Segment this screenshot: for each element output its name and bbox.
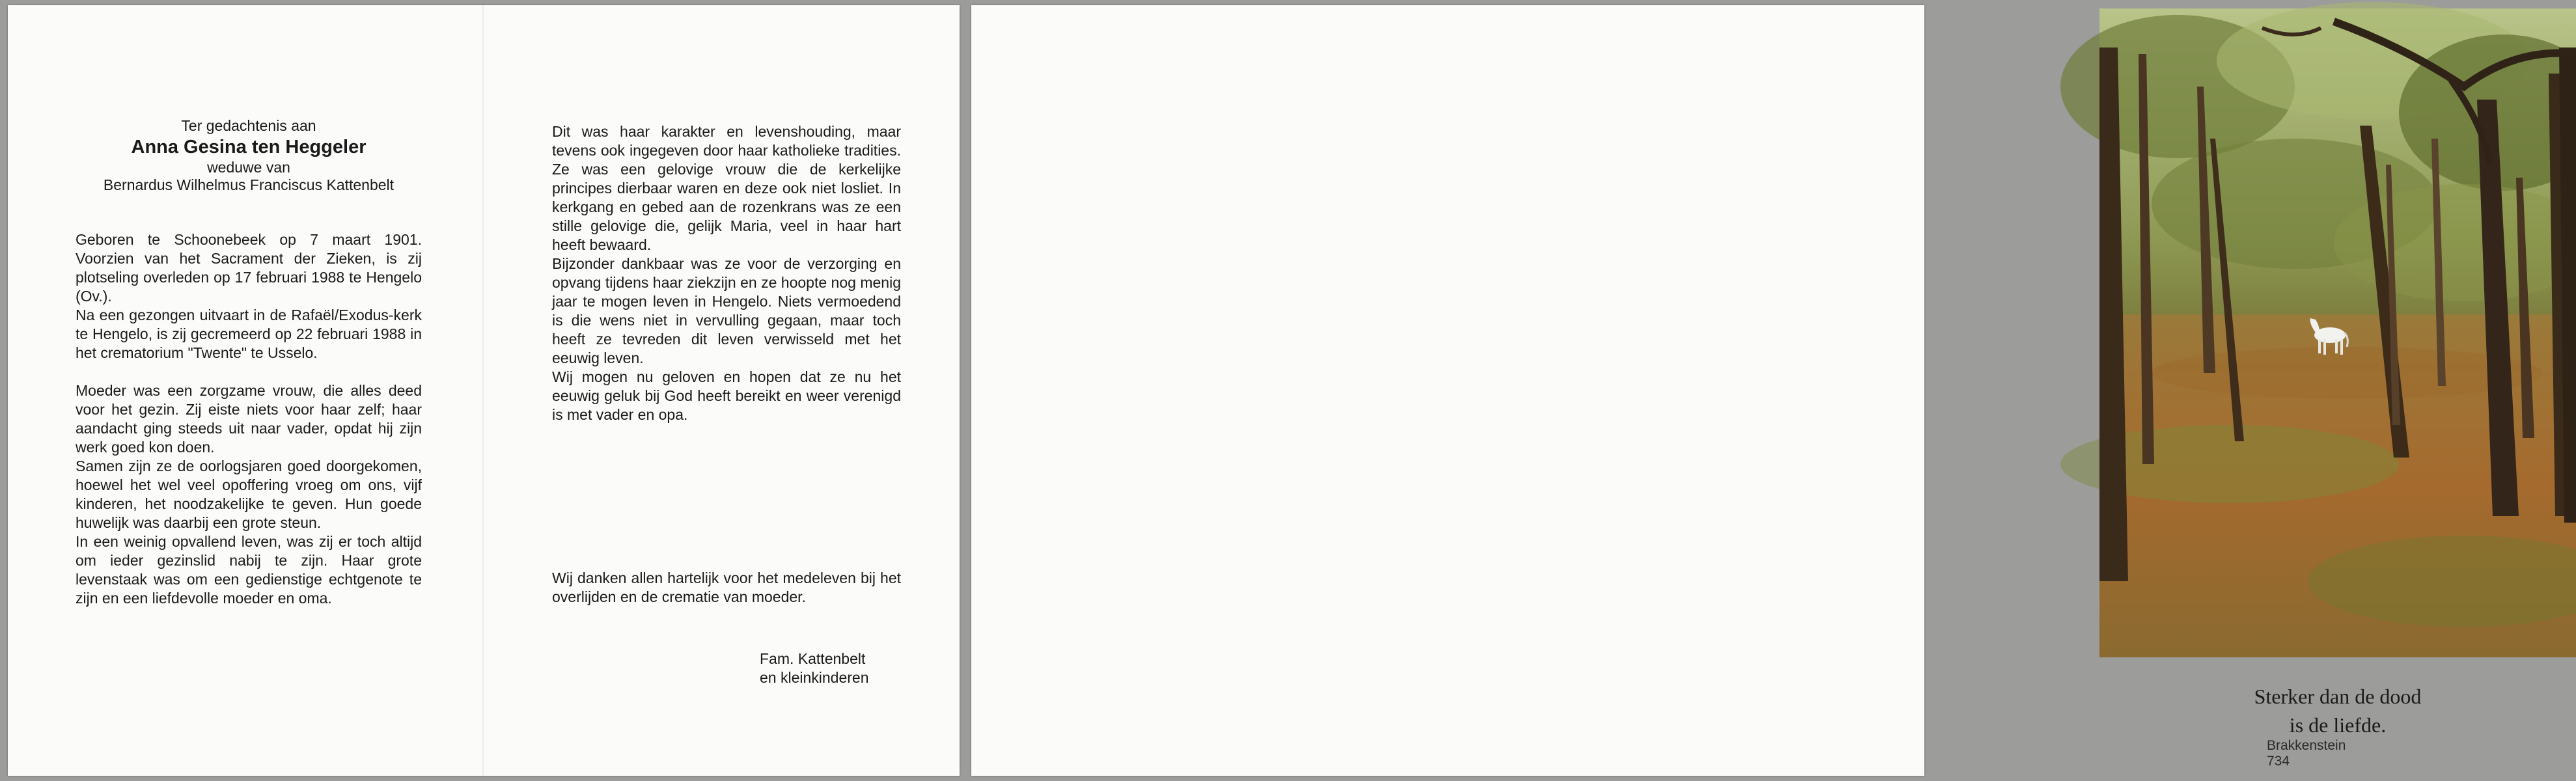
life-task-paragraph: In een weinig opvallend leven, was zij er toch altijd om ieder gezinslid nabij te zijn. Haar grote levenstaak was om een gedienstige echtgenote te zijn en een liefdevolle moeder en oma. <box>76 533 422 607</box>
funeral-paragraph: Na een gezongen uitvaart in de Rafaël/Exodus-kerk te Hengelo, is zij gecremeerd op 22 februari 1988 in het crematorium "Twente" te Usselo. <box>76 307 422 361</box>
thanks-paragraph: Wij danken allen hartelijk voor het medeleven bij het overlijden en de crematie van moeder. <box>552 569 901 605</box>
quote-line-1: Sterker dan de dood <box>2254 685 2422 708</box>
forest-with-white-horse-icon <box>2099 8 2576 657</box>
left-column <box>76 116 422 608</box>
signature-grandchildren: en kleinkinderen <box>760 669 869 686</box>
deceased-name: Anna Gesina ten Heggeler <box>131 137 367 158</box>
header-intro: Ter gedachtenis aan <box>181 117 316 134</box>
hope-paragraph: Wij mogen nu geloven en hopen dat ze nu het eeuwig geluk bij God heeft bereikt en weer verenigd is met vader en opa. <box>552 368 901 423</box>
forest-horse-photo <box>2099 8 2576 657</box>
gratitude-paragraph: Bijzonder dankbaar was ze voor de verzorging en opvang tijdens haar ziekzijn en ze hoopte nog menig jaar te mogen leven in Hengelo. Niets vermoedend is die wens niet in vervulling gegaan, maar toch heeft ze tevreden dit leven verwisseld met het eeuwig leven. <box>552 255 901 366</box>
publisher-code: Brakkenstein 734 <box>2267 738 2346 769</box>
character-paragraph: Moeder was een zorgzame vrouw, die alles deed voor het gezin. Zij eiste niets voor haar zelf; haar aandacht ging steeds uit naar vader, opdat hij zijn werk goed kon doen. <box>76 382 422 456</box>
faith-paragraph: Dit was haar karakter en levenshouding, maar tevens ook ingegeven door haar katholieke tradities. Ze was een gelovige vrouw die de kerkelijke principes dierbaar waren en deze ook niet losliet. In kerkgang en gebed aan de rozenkrans was ze een stille gelovige die, gelijk Maria, veel in haar hart heeft bewaard. <box>552 123 901 253</box>
spouse-name: Bernardus Wilhelmus Franciscus Kattenbelt <box>103 176 395 193</box>
card-outside-spread <box>971 5 2422 776</box>
signature-family: Fam. Kattenbelt <box>760 650 866 667</box>
quote-line-2: is de liefde. <box>2289 713 2387 737</box>
header-relation: weduwe van <box>207 159 290 176</box>
fold-line <box>482 5 484 776</box>
war-years-paragraph: Samen zijn ze de oorlogsjaren goed doorgekomen, hoewel het wel veel opoffering vroeg om ons, vijf kinderen, het noodzakelijke te geven. Hun goede huwelijk was daarbij een grote steun. <box>76 458 422 531</box>
card-inside-spread <box>8 5 960 776</box>
quote <box>2099 682 2576 739</box>
birth-death-paragraph: Geboren te Schoonebeek op 7 maart 1901. Voorzien van het Sacrament der Zieken, is zij plotseling overleden op 17 februari 1988 te Hengelo (Ov.). <box>76 231 422 305</box>
signature <box>760 650 869 687</box>
memorial-header <box>76 116 422 194</box>
right-column <box>552 122 901 424</box>
